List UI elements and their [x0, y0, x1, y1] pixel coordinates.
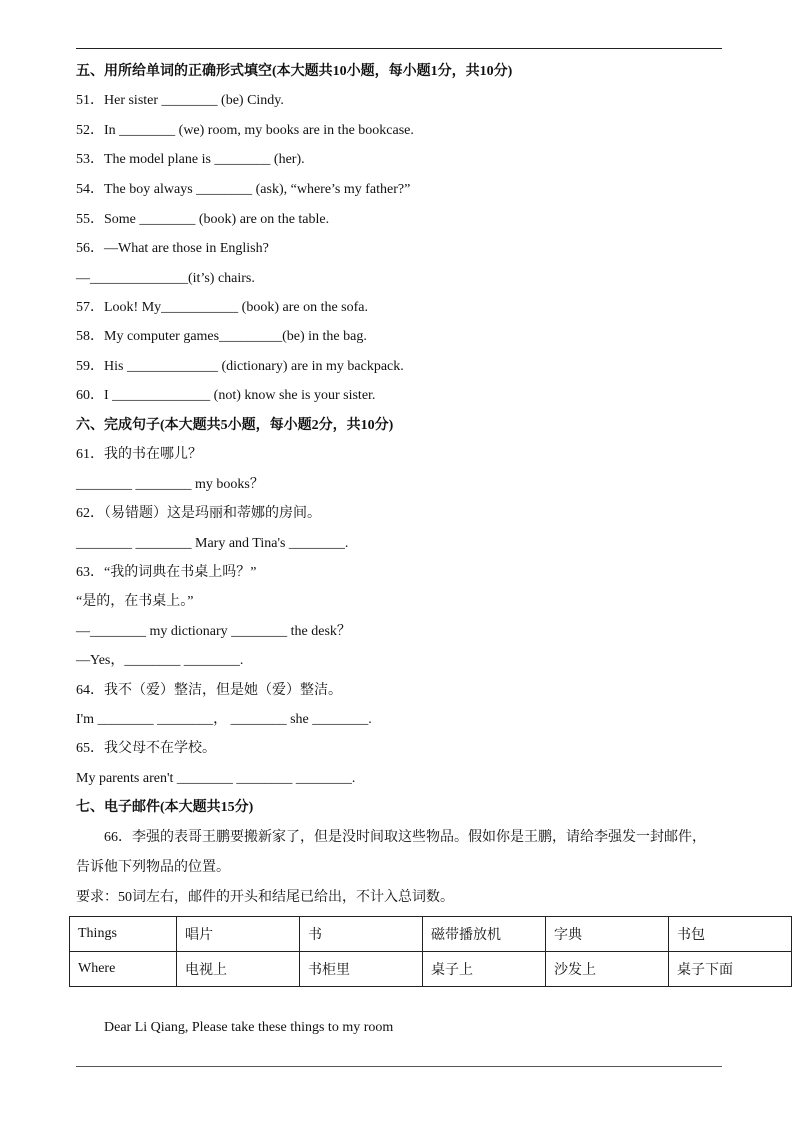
table-cell: 书包 — [669, 917, 792, 952]
question-52: 52．In ________ (we) room, my books are in the bookcase. — [76, 123, 414, 138]
question-63: 63．“我的词典在书桌上吗？” — [76, 565, 257, 580]
question-56: 56．—What are those in English? — [76, 241, 269, 256]
table-cell: 桌子上 — [423, 952, 546, 987]
section-5-heading: 五、用所给单词的正确形式填空(本大题共10小题，每小题1分，共10分) — [76, 64, 513, 79]
question-54: 54．The boy always ________ (ask), “where’s my father?” — [76, 182, 411, 197]
question-63-reply: “是的，在书桌上。” — [76, 594, 194, 609]
question-53: 53．The model plane is ________ (her). — [76, 152, 305, 167]
question-55: 55．Some ________ (book) are on the table. — [76, 212, 330, 227]
table-cell: 字典 — [546, 917, 669, 952]
question-63-blanks-a: —________ my dictionary ________ the desk？ — [76, 624, 351, 639]
question-64-blanks: I'm ________ ________， ________ she ________. — [76, 712, 372, 727]
question-56-answer: —______________(it’s) chairs. — [76, 271, 255, 286]
table-cell: 唱片 — [177, 917, 300, 952]
question-65: 65．我父母不在学校。 — [76, 741, 216, 756]
question-51: 51．Her sister ________ (be) Cindy. — [76, 93, 284, 108]
question-66-requirement: 要求：50词左右，邮件的开头和结尾已给出，不计入总词数。 — [76, 890, 454, 905]
question-62: 62．（易错题）这是玛丽和蒂娜的房间。 — [76, 506, 321, 521]
question-61-blanks: ________ ________ my books？ — [76, 477, 264, 492]
question-63-blanks-b: —Yes，________ ________. — [76, 653, 244, 668]
question-57: 57．Look! My___________ (book) are on the sofa. — [76, 300, 369, 315]
top-rule — [76, 48, 722, 49]
question-61: 61．我的书在哪儿？ — [76, 447, 202, 462]
table-row — [70, 952, 792, 987]
letter-opening: Dear Li Qiang, Please take these things to my room — [104, 1020, 394, 1035]
question-62-blanks: ________ ________ Mary and Tina's ________. — [76, 536, 349, 551]
table-cell: 书 — [300, 917, 423, 952]
question-58: 58．My computer games_________(be) in the bag. — [76, 329, 367, 344]
question-60: 60．I ______________ (not) know she is your sister. — [76, 388, 376, 403]
table-row — [70, 917, 792, 952]
question-66-prompt-cont: 告诉他下列物品的位置。 — [76, 860, 230, 875]
table-cell: 书柜里 — [300, 952, 423, 987]
question-66-prompt: 66．李强的表哥王鹏要搬新家了，但是没时间取这些物品。假如你是王鹏，请给李强发一封邮件， — [104, 830, 706, 845]
question-65-blanks: My parents aren't ________ ________ ________. — [76, 771, 356, 786]
question-59: 59．His _____________ (dictionary) are in my backpack. — [76, 359, 404, 374]
items-table — [69, 916, 792, 987]
table-cell: 电视上 — [177, 952, 300, 987]
table-cell: Where — [70, 952, 177, 987]
table-cell: Things — [70, 917, 177, 952]
table-cell: 磁带播放机 — [423, 917, 546, 952]
table-cell: 桌子下面 — [669, 952, 792, 987]
section-6-heading: 六、完成句子(本大题共5小题，每小题2分，共10分) — [76, 418, 394, 433]
table-cell: 沙发上 — [546, 952, 669, 987]
question-64: 64．我不（爱）整洁，但是她（爱）整洁。 — [76, 683, 342, 698]
section-7-heading: 七、电子邮件(本大题共15分) — [76, 800, 254, 815]
bottom-rule — [76, 1066, 722, 1067]
